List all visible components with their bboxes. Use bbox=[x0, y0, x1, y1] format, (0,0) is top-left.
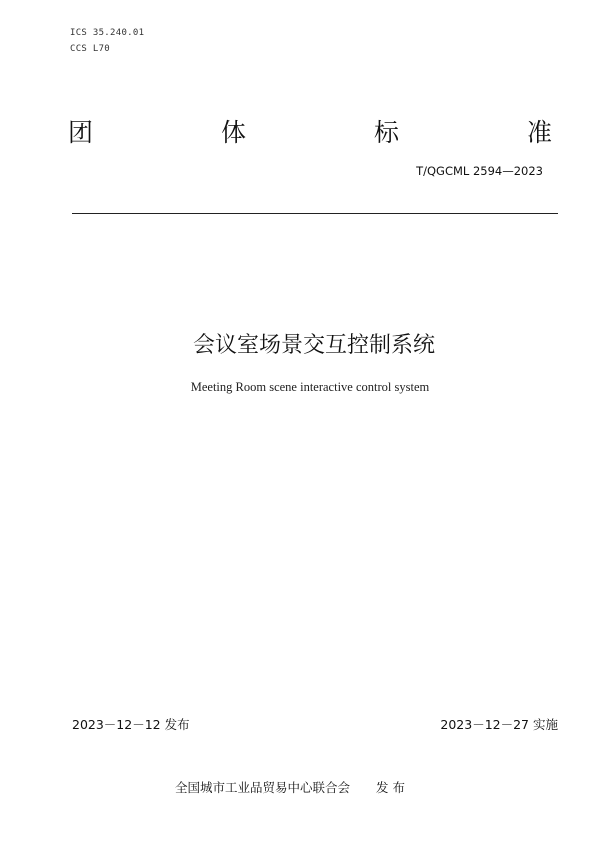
document-type bbox=[68, 113, 552, 149]
document-type-char: 标 bbox=[373, 118, 399, 147]
standard-number: T/QGCML 2594—2023 bbox=[416, 164, 543, 178]
header-divider bbox=[72, 213, 558, 214]
implementation-date: 2023－12－27 实施 bbox=[440, 717, 558, 732]
ics-code: ICS 35.240.01 bbox=[70, 28, 145, 38]
title-chinese: 会议室场景交互控制系统 bbox=[192, 333, 435, 358]
document-type-char: 体 bbox=[220, 118, 246, 147]
publisher-action: 发 布 bbox=[376, 780, 405, 795]
ccs-code: CCS L70 bbox=[70, 44, 111, 54]
publisher bbox=[175, 778, 405, 796]
publisher-name: 全国城市工业品贸易中心联合会 bbox=[175, 780, 351, 795]
document-type-char: 团 bbox=[68, 118, 94, 147]
issue-date: 2023－12－12 发布 bbox=[72, 717, 190, 732]
document-type-char: 准 bbox=[526, 118, 552, 147]
title-english: Meeting Room scene interactive control system bbox=[190, 380, 430, 394]
